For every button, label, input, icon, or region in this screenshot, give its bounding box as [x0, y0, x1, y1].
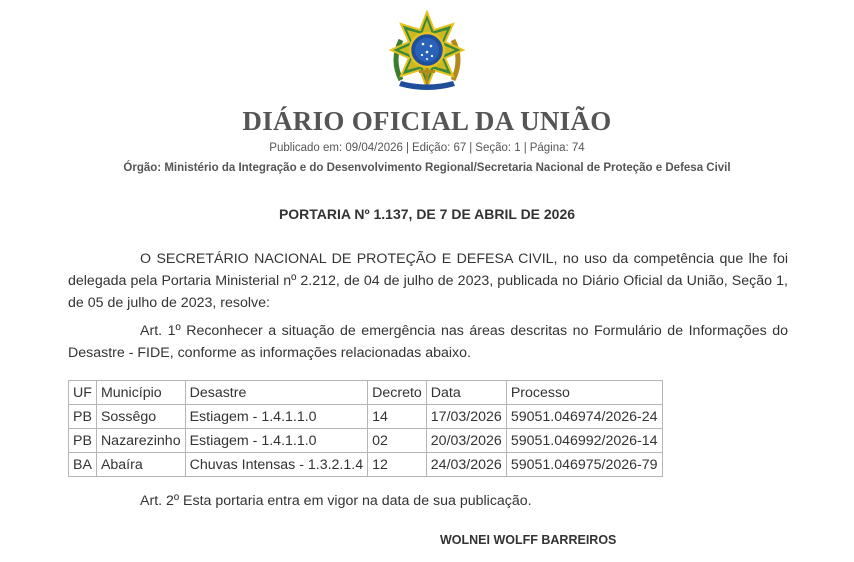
document-title: PORTARIA Nº 1.137, DE 7 DE ABRIL DE 2026	[278, 206, 576, 222]
cell-decreto: 12	[368, 453, 427, 477]
cell-municipio: Sossêgo	[96, 405, 185, 429]
brazil-coat-of-arms-icon	[387, 10, 467, 94]
cell-uf: PB	[69, 429, 97, 453]
header-processo: Processo	[506, 381, 662, 405]
cell-processo: 59051.046974/2026-24	[506, 405, 662, 429]
signer-name: WOLNEI WOLFF BARREIROS	[440, 533, 617, 547]
section-number: Seção: 1	[475, 142, 521, 154]
fide-table	[68, 380, 663, 477]
cell-processo: 59051.046992/2026-14	[506, 429, 662, 453]
table-row	[69, 453, 663, 477]
cell-decreto: 14	[368, 405, 427, 429]
table-row	[69, 405, 663, 429]
cell-municipio: Nazarezinho	[96, 429, 185, 453]
article-2: Art. 2º Esta portaria entra em vigor na data de sua publicação.	[140, 493, 532, 509]
edition-number: Edição: 67	[411, 142, 467, 154]
header-desastre: Desastre	[185, 381, 368, 405]
organ-line	[0, 162, 854, 174]
cell-desastre: Estiagem - 1.4.1.1.0	[185, 405, 368, 429]
cell-uf: PB	[69, 405, 97, 429]
header-data: Data	[426, 381, 506, 405]
cell-municipio: Abaíra	[96, 453, 185, 477]
cell-data: 20/03/2026	[426, 429, 506, 453]
article-1: Art. 1º Reconhecer a situação de emergência nas áreas descritas no Formulário de Informações do Desastre - FIDE, conforme as informações relacionadas abaixo.	[68, 323, 788, 361]
cell-decreto: 02	[368, 429, 427, 453]
header-municipio: Município	[96, 381, 185, 405]
header-decreto: Decreto	[368, 381, 427, 405]
header-uf: UF	[69, 381, 97, 405]
cell-processo: 59051.046975/2026-79	[506, 453, 662, 477]
cell-uf: BA	[69, 453, 97, 477]
organ-name: Ministério da Integração e do Desenvolvimento Regional/Secretaria Nacional de Proteção e Defesa Civil	[164, 162, 731, 174]
page-number: Página: 74	[529, 142, 585, 154]
cell-data: 24/03/2026	[426, 453, 506, 477]
table-row	[69, 429, 663, 453]
table-header-row	[69, 381, 663, 405]
published-date: Publicado em: 09/04/2026	[269, 142, 403, 154]
organ-label: Órgão:	[123, 162, 162, 174]
cell-desastre: Chuvas Intensas - 1.3.2.1.4	[185, 453, 368, 477]
preamble-paragraph: O SECRETÁRIO NACIONAL DE PROTEÇÃO E DEFESA CIVIL, no uso da competência que lhe foi delegada pela Portaria Ministerial nº 2.212, de 04 de julho de 2023, publicada no Diário Oficial da União, Seção 1, de 05 de julho de 2023, resolve:	[68, 251, 788, 311]
cell-data: 17/03/2026	[426, 405, 506, 429]
cell-desastre: Estiagem - 1.4.1.1.0	[185, 429, 368, 453]
masthead-title: DIÁRIO OFICIAL DA UNIÃO	[242, 106, 612, 136]
publication-info: Publicado em: 09/04/2026 | Edição: 67 | Seção: 1 | Página: 74	[269, 142, 585, 154]
